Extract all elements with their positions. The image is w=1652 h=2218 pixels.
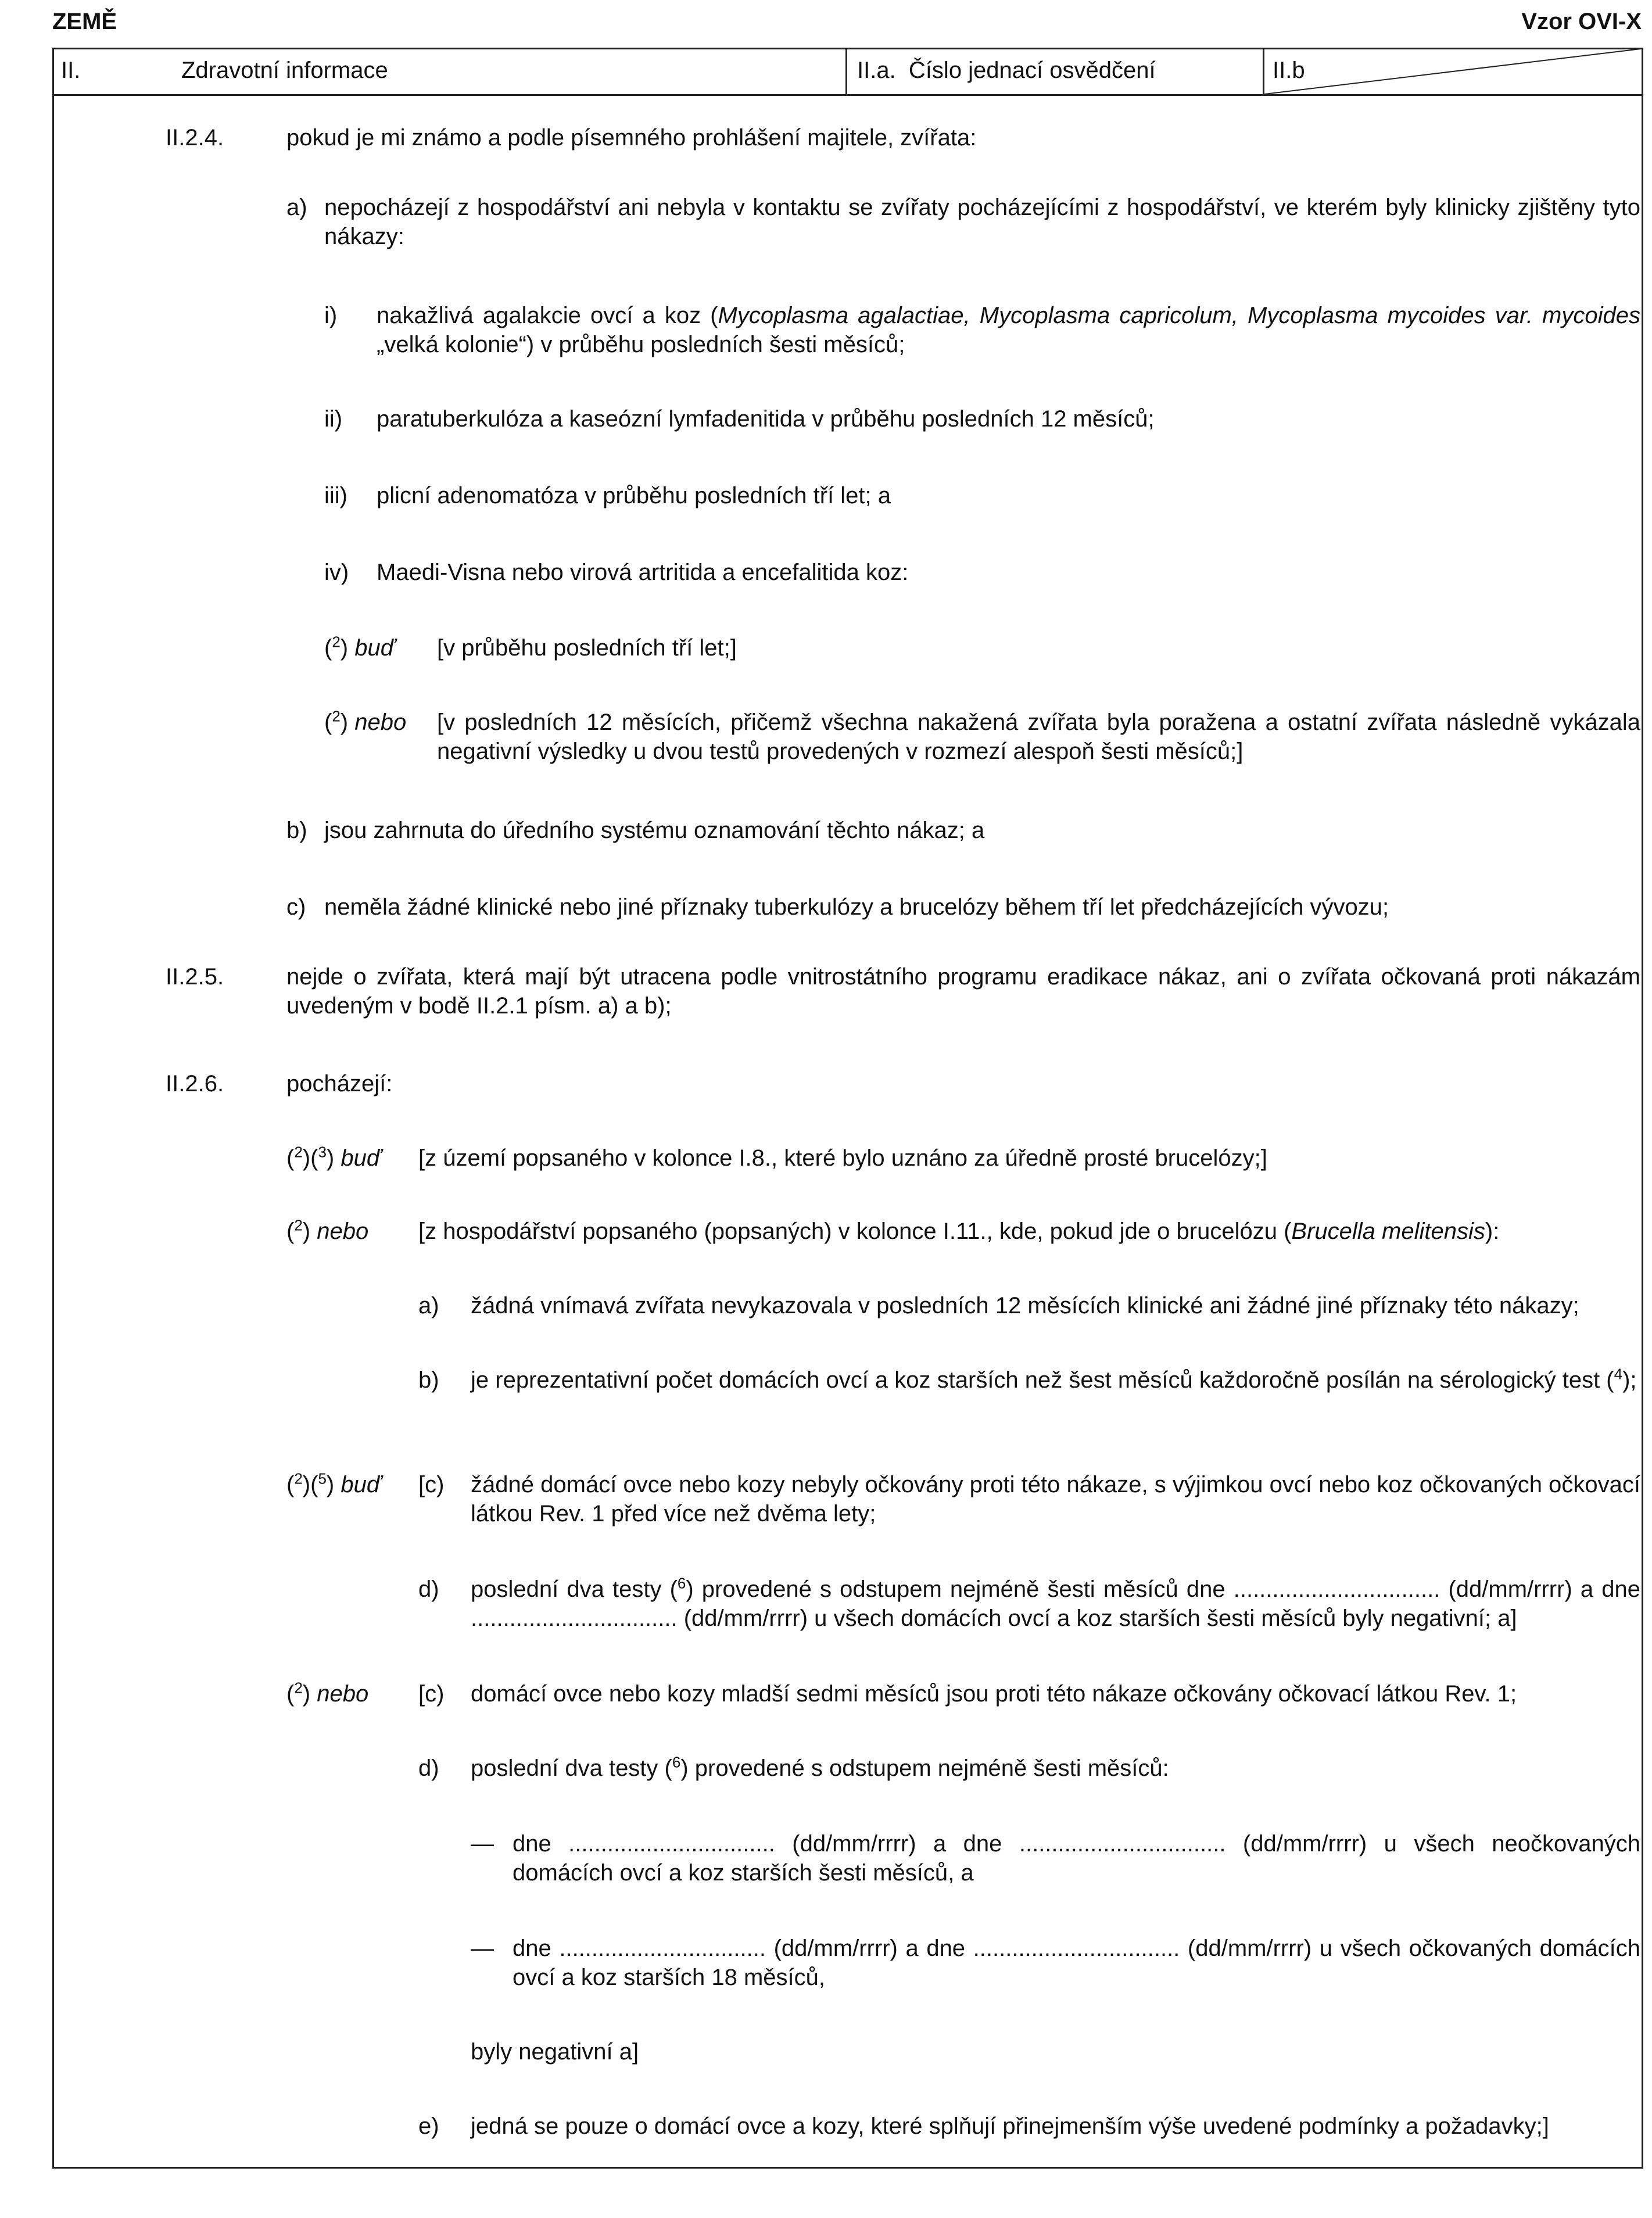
certificate-reference-label: II.a. Číslo jednací osvědčení <box>857 58 1156 83</box>
item-number-2-5: II.2.5. <box>166 964 224 990</box>
item-2-6-c2-label: [c) <box>418 1681 445 1707</box>
item-2-6-a-text: žádná vnímavá zvířata nevykazovala v posledních 12 měsících klinické ani žádné jiné příznaky této nákazy; <box>471 1293 1579 1318</box>
item-2-4-ii-label: ii) <box>324 406 343 432</box>
option-either-2: ($^2$)($^3$) buď <box>286 1143 381 1171</box>
item-2-4-iv-label: iv) <box>324 560 349 585</box>
header-diagonal <box>1264 48 1642 95</box>
dash-item-1-text: dne ................................ (dd/mm/rrrr) a dne ................................ (dd/mm/rrrr) u všech neočkovaných domácích ovcí a koz starších šesti měsíců, a <box>513 1831 1640 1886</box>
option-either-1: ($^2$) buď <box>324 633 395 661</box>
item-number-2-6: II.2.6. <box>166 1071 224 1097</box>
dash-marker-2: — <box>471 1936 494 1961</box>
item-2-6-e-text: jedná se pouze o domácí ovce a kozy, které splňují přinejmenším výše uvedené podmínky a požadavky;] <box>471 2113 1549 2139</box>
item-2-4-ii-text: paratuberkulóza a kaseózní lymfadenitida v průběhu posledních 12 měsíců; <box>377 406 1155 432</box>
option-or-1: ($^2$) nebo <box>324 707 407 735</box>
option-or-2-text: [z hospodářství popsaného (popsaných) v kolonce I.11., kde, pokud jde o brucelózu (Brucella melitensis): <box>418 1219 1500 1244</box>
item-2-4-b-label: b) <box>286 818 307 843</box>
section-b-label: II.b <box>1273 58 1305 83</box>
item-2-6-e-label: e) <box>418 2113 439 2139</box>
item-2-6-b-text: je reprezentativní počet domácích ovcí a koz starších než šest měsíců každoročně posílán na sérologický test ($^4$); <box>471 1365 1637 1393</box>
item-2-4-i-text: nakažlivá agalakcie ovcí a koz (Mycoplasma agalactiae, Mycoplasma capricolum, Mycoplasma mycoides var. mycoides „velká kolonie“) v průběhu posledních šesti měsíců; <box>377 303 1641 357</box>
item-2-4-c-text: neměla žádné klinické nebo jiné příznaky tuberkulózy a brucelózy během tří let předcházejících vývozu; <box>324 894 1389 920</box>
item-2-4-i-label: i) <box>324 303 338 328</box>
header-col-divider-1 <box>845 48 847 94</box>
section-number: II. <box>61 58 81 83</box>
item-2-6-a-label: a) <box>418 1293 439 1318</box>
item-2-6-c2-text: domácí ovce nebo kozy mladší sedmi měsíců jsou proti této nákaze očkovány očkovací látkou Rev. 1; <box>471 1681 1517 1707</box>
item-2-4-iii-text: plicní adenomatóza v průběhu posledních tří let; a <box>377 483 891 508</box>
item-2-6-c1-text: žádné domácí ovce nebo kozy nebyly očkovány proti této nákaze, s výjimkou ovcí nebo koz očkovaných očkovací látkou Rev. 1 před více než dvěma lety; <box>471 1472 1640 1527</box>
item-2-6-intro: pocházejí: <box>286 1071 393 1097</box>
item-2-4-iii-label: iii) <box>324 483 347 508</box>
option-either-1-text: [v průběhu posledních tří let;] <box>437 635 737 661</box>
dash-marker-1: — <box>471 1831 494 1857</box>
option-or-3: ($^2$) nebo <box>286 1679 369 1707</box>
item-2-4-a-label: a) <box>286 195 307 220</box>
item-2-6-d2-label: d) <box>418 1755 439 1781</box>
item-2-4-b-text: jsou zahrnuta do úředního systému oznamování těchto nákaz; a <box>324 818 985 843</box>
item-2-6-d1-text: poslední dva testy ($^6$) provedené s odstupem nejméně šesti měsíců dne ................................ (dd/mm/rrrr) a dne ................................ (dd/mm/rrrr) u všech domácích ovcí a koz starších šesti měsíců byly negativní; a] <box>471 1574 1640 1631</box>
item-2-4-intro: pokud je mi známo a podle písemného prohlášení majitele, zvířata: <box>286 125 977 151</box>
model-label: Vzor OVI-X <box>1521 9 1642 34</box>
item-2-4-iv-text: Maedi-Visna nebo virová artritida a encefalitida koz: <box>377 560 909 585</box>
item-2-6-d1-label: d) <box>418 1576 439 1602</box>
item-2-6-c1-label: [c) <box>418 1472 445 1497</box>
item-2-6-b-label: b) <box>418 1367 439 1393</box>
country-label: ZEMĚ <box>52 9 117 34</box>
item-2-6-d2-text: poslední dva testy ($^6$) provedené s odstupem nejméně šesti měsíců: <box>471 1753 1169 1781</box>
item-2-4-c-label: c) <box>286 894 306 920</box>
option-either-2-text: [z území popsaného v kolonce I.8., které bylo uznáno za úředně prosté brucelózy;] <box>418 1145 1267 1171</box>
section-title: Zdravotní informace <box>181 58 388 83</box>
item-2-5-text: nejde o zvířata, která mají být utracena podle vnitrostátního programu eradikace nákaz, ani o zvířata očkovaná proti nákazám uvedeným v bodě II.2.1 písm. a) a b); <box>286 964 1640 1019</box>
negative-results-text: byly negativní a] <box>471 2039 639 2065</box>
dash-item-2-text: dne ................................ (dd/mm/rrrr) a dne ................................ (dd/mm/rrrr) u všech očkovaných domácích ovcí a koz starších 18 měsíců, <box>513 1936 1640 1990</box>
item-2-4-a-text: nepocházejí z hospodářství ani nebyla v kontaktu se zvířaty pocházejícími z hospodářství, ve kterém byly klinicky zjištěny tyto nákazy: <box>324 195 1640 249</box>
item-number-2-4: II.2.4. <box>166 125 224 151</box>
option-or-2: ($^2$) nebo <box>286 1216 369 1244</box>
option-or-1-text: [v posledních 12 měsících, přičemž všechna nakažená zvířata byla poražena a ostatní zvířata následně vykázala negativní výsledky u dvou testů provedených v rozmezí alespoň šesti měsíců;] <box>437 710 1640 764</box>
option-either-3: ($^2$)($^5$) buď <box>286 1470 381 1497</box>
